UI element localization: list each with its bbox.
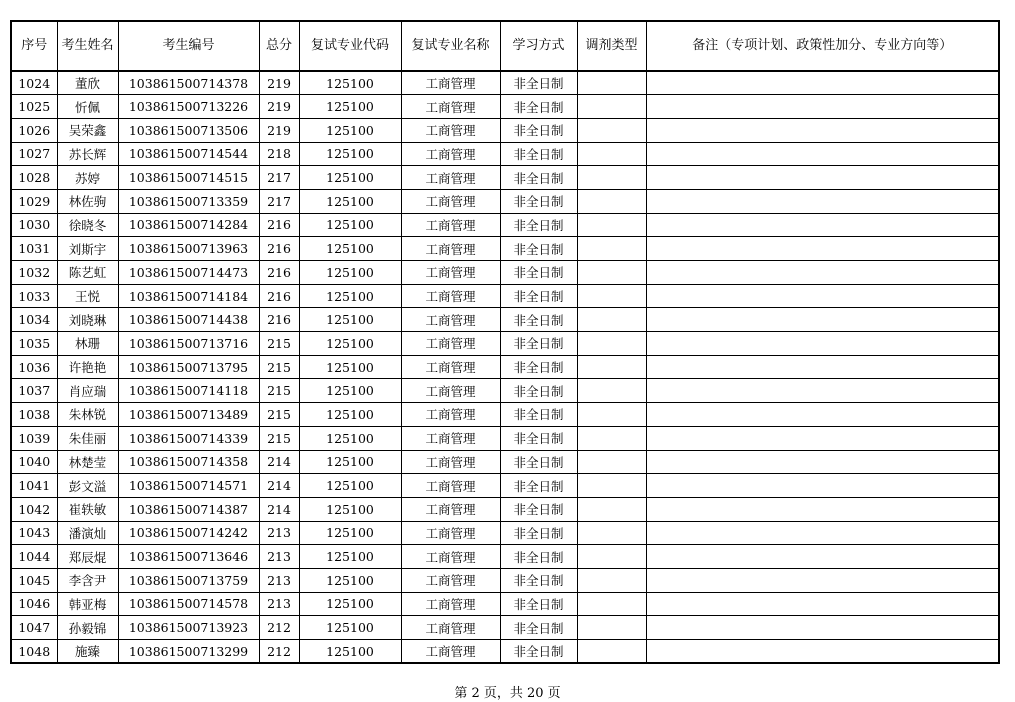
cell-name: 孙毅锦: [57, 616, 118, 640]
cell-candidate-id: 103861500713716: [118, 332, 259, 356]
cell-remarks: [646, 568, 999, 592]
cell-seq: 1046: [11, 592, 57, 616]
cell-name: 苏长辉: [57, 142, 118, 166]
cell-name: 韩亚梅: [57, 592, 118, 616]
cell-seq: 1035: [11, 332, 57, 356]
cell-study-mode: 非全日制: [500, 95, 577, 119]
cell-seq: 1042: [11, 497, 57, 521]
cell-name: 郑辰焜: [57, 545, 118, 569]
cell-total-score: 216: [259, 261, 299, 285]
cell-major-name: 工商管理: [401, 379, 500, 403]
cell-seq: 1030: [11, 213, 57, 237]
table-row: [11, 497, 999, 521]
cell-study-mode: 非全日制: [500, 166, 577, 190]
cell-major-code: 125100: [299, 545, 401, 569]
cell-remarks: [646, 355, 999, 379]
cell-study-mode: 非全日制: [500, 640, 577, 664]
cell-transfer-type: [577, 189, 646, 213]
cell-transfer-type: [577, 284, 646, 308]
cell-candidate-id: 103861500713963: [118, 237, 259, 261]
cell-major-name: 工商管理: [401, 355, 500, 379]
table-row: [11, 308, 999, 332]
cell-major-name: 工商管理: [401, 284, 500, 308]
cell-seq: 1027: [11, 142, 57, 166]
cell-total-score: 213: [259, 568, 299, 592]
cell-transfer-type: [577, 616, 646, 640]
cell-major-name: 工商管理: [401, 166, 500, 190]
cell-seq: 1045: [11, 568, 57, 592]
cell-major-name: 工商管理: [401, 640, 500, 664]
table-header-row: [11, 21, 999, 71]
cell-major-code: 125100: [299, 616, 401, 640]
cell-major-code: 125100: [299, 166, 401, 190]
table-row: [11, 142, 999, 166]
cell-remarks: [646, 95, 999, 119]
cell-candidate-id: 103861500714118: [118, 379, 259, 403]
col-header-transfer-type: 调剂类型: [577, 21, 646, 71]
cell-candidate-id: 103861500714358: [118, 450, 259, 474]
cell-major-code: 125100: [299, 142, 401, 166]
cell-major-code: 125100: [299, 284, 401, 308]
cell-remarks: [646, 521, 999, 545]
cell-candidate-id: 103861500714473: [118, 261, 259, 285]
table-row: [11, 213, 999, 237]
cell-candidate-id: 103861500713795: [118, 355, 259, 379]
cell-major-name: 工商管理: [401, 213, 500, 237]
cell-study-mode: 非全日制: [500, 308, 577, 332]
cell-remarks: [646, 189, 999, 213]
cell-major-name: 工商管理: [401, 71, 500, 95]
col-header-candidate-id: 考生编号: [118, 21, 259, 71]
cell-major-code: 125100: [299, 95, 401, 119]
cell-transfer-type: [577, 450, 646, 474]
cell-candidate-id: 103861500714578: [118, 592, 259, 616]
cell-name: 朱佳丽: [57, 426, 118, 450]
cell-total-score: 215: [259, 379, 299, 403]
cell-seq: 1044: [11, 545, 57, 569]
cell-remarks: [646, 545, 999, 569]
cell-total-score: 216: [259, 308, 299, 332]
cell-candidate-id: 103861500714544: [118, 142, 259, 166]
cell-study-mode: 非全日制: [500, 213, 577, 237]
table-row: [11, 403, 999, 427]
cell-name: 苏婷: [57, 166, 118, 190]
cell-major-name: 工商管理: [401, 450, 500, 474]
cell-major-name: 工商管理: [401, 237, 500, 261]
cell-candidate-id: 103861500714515: [118, 166, 259, 190]
col-header-major-code: 复试专业代码: [299, 21, 401, 71]
cell-study-mode: 非全日制: [500, 261, 577, 285]
table-row: [11, 71, 999, 95]
cell-study-mode: 非全日制: [500, 592, 577, 616]
cell-major-code: 125100: [299, 497, 401, 521]
cell-name: 吴荣鑫: [57, 118, 118, 142]
cell-transfer-type: [577, 261, 646, 285]
cell-major-code: 125100: [299, 403, 401, 427]
cell-seq: 1048: [11, 640, 57, 664]
table-row: [11, 616, 999, 640]
cell-total-score: 215: [259, 426, 299, 450]
cell-remarks: [646, 332, 999, 356]
cell-major-name: 工商管理: [401, 118, 500, 142]
cell-major-code: 125100: [299, 521, 401, 545]
cell-name: 董欣: [57, 71, 118, 95]
cell-name: 刘晓琳: [57, 308, 118, 332]
cell-major-code: 125100: [299, 261, 401, 285]
cell-seq: 1041: [11, 474, 57, 498]
cell-name: 林楚莹: [57, 450, 118, 474]
cell-major-code: 125100: [299, 640, 401, 664]
col-header-seq: 序号: [11, 21, 57, 71]
cell-study-mode: 非全日制: [500, 142, 577, 166]
cell-candidate-id: 103861500713759: [118, 568, 259, 592]
cell-transfer-type: [577, 521, 646, 545]
cell-name: 林佐驹: [57, 189, 118, 213]
cell-major-code: 125100: [299, 474, 401, 498]
cell-total-score: 219: [259, 71, 299, 95]
cell-seq: 1036: [11, 355, 57, 379]
cell-remarks: [646, 118, 999, 142]
cell-major-code: 125100: [299, 426, 401, 450]
cell-candidate-id: 103861500714284: [118, 213, 259, 237]
cell-major-code: 125100: [299, 189, 401, 213]
cell-major-code: 125100: [299, 213, 401, 237]
cell-major-name: 工商管理: [401, 592, 500, 616]
cell-major-name: 工商管理: [401, 545, 500, 569]
cell-candidate-id: 103861500714387: [118, 497, 259, 521]
cell-major-name: 工商管理: [401, 426, 500, 450]
cell-study-mode: 非全日制: [500, 616, 577, 640]
cell-study-mode: 非全日制: [500, 284, 577, 308]
cell-major-name: 工商管理: [401, 497, 500, 521]
cell-study-mode: 非全日制: [500, 474, 577, 498]
cell-study-mode: 非全日制: [500, 568, 577, 592]
cell-transfer-type: [577, 379, 646, 403]
cell-name: 徐晓冬: [57, 213, 118, 237]
cell-seq: 1032: [11, 261, 57, 285]
cell-name: 王悦: [57, 284, 118, 308]
cell-name: 肖应瑞: [57, 379, 118, 403]
table-row: [11, 426, 999, 450]
cell-name: 朱林锐: [57, 403, 118, 427]
table-row: [11, 237, 999, 261]
col-header-name: 考生姓名: [57, 21, 118, 71]
cell-seq: 1034: [11, 308, 57, 332]
cell-transfer-type: [577, 474, 646, 498]
cell-study-mode: 非全日制: [500, 403, 577, 427]
page-footer: [0, 682, 1015, 701]
cell-candidate-id: 103861500713226: [118, 95, 259, 119]
cell-name: 林珊: [57, 332, 118, 356]
cell-candidate-id: 103861500714571: [118, 474, 259, 498]
cell-transfer-type: [577, 237, 646, 261]
cell-major-code: 125100: [299, 568, 401, 592]
cell-major-name: 工商管理: [401, 403, 500, 427]
cell-major-code: 125100: [299, 379, 401, 403]
cell-candidate-id: 103861500714378: [118, 71, 259, 95]
cell-transfer-type: [577, 403, 646, 427]
table-row: [11, 332, 999, 356]
cell-total-score: 219: [259, 95, 299, 119]
cell-major-code: 125100: [299, 332, 401, 356]
cell-transfer-type: [577, 545, 646, 569]
cell-name: 彭文溢: [57, 474, 118, 498]
cell-remarks: [646, 497, 999, 521]
cell-remarks: [646, 474, 999, 498]
cell-transfer-type: [577, 308, 646, 332]
table-body: [11, 71, 999, 663]
cell-seq: 1025: [11, 95, 57, 119]
cell-study-mode: 非全日制: [500, 379, 577, 403]
cell-transfer-type: [577, 213, 646, 237]
cell-name: 李含尹: [57, 568, 118, 592]
cell-seq: 1024: [11, 71, 57, 95]
cell-transfer-type: [577, 568, 646, 592]
col-header-major-name: 复试专业名称: [401, 21, 500, 71]
cell-total-score: 216: [259, 213, 299, 237]
cell-seq: 1026: [11, 118, 57, 142]
cell-remarks: [646, 450, 999, 474]
cell-name: 崔轶敏: [57, 497, 118, 521]
table-row: [11, 166, 999, 190]
table-row: [11, 521, 999, 545]
cell-study-mode: 非全日制: [500, 521, 577, 545]
cell-candidate-id: 103861500713646: [118, 545, 259, 569]
cell-seq: 1029: [11, 189, 57, 213]
cell-transfer-type: [577, 142, 646, 166]
col-header-total-score: 总分: [259, 21, 299, 71]
candidate-table: [10, 20, 1000, 664]
cell-seq: 1037: [11, 379, 57, 403]
cell-total-score: 214: [259, 450, 299, 474]
table-row: [11, 450, 999, 474]
cell-total-score: 217: [259, 166, 299, 190]
cell-study-mode: 非全日制: [500, 71, 577, 95]
cell-study-mode: 非全日制: [500, 332, 577, 356]
cell-seq: 1031: [11, 237, 57, 261]
cell-major-code: 125100: [299, 355, 401, 379]
table-row: [11, 284, 999, 308]
table-row: [11, 355, 999, 379]
cell-candidate-id: 103861500714438: [118, 308, 259, 332]
cell-remarks: [646, 213, 999, 237]
cell-major-name: 工商管理: [401, 142, 500, 166]
cell-study-mode: 非全日制: [500, 497, 577, 521]
cell-transfer-type: [577, 166, 646, 190]
cell-total-score: 215: [259, 332, 299, 356]
cell-transfer-type: [577, 355, 646, 379]
cell-name: 刘斯宇: [57, 237, 118, 261]
cell-remarks: [646, 71, 999, 95]
cell-study-mode: 非全日制: [500, 355, 577, 379]
cell-seq: 1038: [11, 403, 57, 427]
cell-remarks: [646, 166, 999, 190]
cell-transfer-type: [577, 426, 646, 450]
cell-candidate-id: 103861500714242: [118, 521, 259, 545]
cell-remarks: [646, 592, 999, 616]
cell-study-mode: 非全日制: [500, 237, 577, 261]
cell-major-name: 工商管理: [401, 521, 500, 545]
cell-seq: 1028: [11, 166, 57, 190]
cell-major-code: 125100: [299, 237, 401, 261]
cell-total-score: 214: [259, 497, 299, 521]
cell-transfer-type: [577, 118, 646, 142]
cell-name: 陈艺虹: [57, 261, 118, 285]
cell-name: 施臻: [57, 640, 118, 664]
cell-major-code: 125100: [299, 118, 401, 142]
cell-total-score: 213: [259, 521, 299, 545]
cell-major-name: 工商管理: [401, 261, 500, 285]
cell-total-score: 215: [259, 355, 299, 379]
cell-total-score: 213: [259, 592, 299, 616]
cell-study-mode: 非全日制: [500, 426, 577, 450]
cell-name: 潘演灿: [57, 521, 118, 545]
table-row: [11, 379, 999, 403]
cell-candidate-id: 103861500714339: [118, 426, 259, 450]
cell-seq: 1039: [11, 426, 57, 450]
cell-remarks: [646, 261, 999, 285]
cell-study-mode: 非全日制: [500, 189, 577, 213]
cell-major-name: 工商管理: [401, 474, 500, 498]
col-header-remarks: 备注（专项计划、政策性加分、专业方向等）: [646, 21, 999, 71]
cell-candidate-id: 103861500713359: [118, 189, 259, 213]
cell-total-score: 212: [259, 640, 299, 664]
cell-total-score: 214: [259, 474, 299, 498]
cell-seq: 1043: [11, 521, 57, 545]
table-row: [11, 261, 999, 285]
cell-major-name: 工商管理: [401, 189, 500, 213]
cell-study-mode: 非全日制: [500, 545, 577, 569]
cell-major-name: 工商管理: [401, 308, 500, 332]
cell-total-score: 217: [259, 189, 299, 213]
cell-remarks: [646, 640, 999, 664]
col-header-study-mode: 学习方式: [500, 21, 577, 71]
cell-major-code: 125100: [299, 308, 401, 332]
cell-major-name: 工商管理: [401, 332, 500, 356]
cell-candidate-id: 103861500713489: [118, 403, 259, 427]
cell-major-code: 125100: [299, 450, 401, 474]
cell-remarks: [646, 284, 999, 308]
cell-total-score: 216: [259, 237, 299, 261]
cell-total-score: 215: [259, 403, 299, 427]
cell-major-code: 125100: [299, 592, 401, 616]
cell-transfer-type: [577, 592, 646, 616]
cell-remarks: [646, 379, 999, 403]
table-row: [11, 474, 999, 498]
cell-remarks: [646, 426, 999, 450]
table-row: [11, 592, 999, 616]
table-row: [11, 95, 999, 119]
cell-total-score: 219: [259, 118, 299, 142]
cell-major-name: 工商管理: [401, 616, 500, 640]
cell-candidate-id: 103861500713923: [118, 616, 259, 640]
cell-name: 忻佩: [57, 95, 118, 119]
cell-major-name: 工商管理: [401, 568, 500, 592]
page-number-text: 第 2 页，共 20 页: [454, 686, 561, 701]
table-row: [11, 640, 999, 664]
table-row: [11, 118, 999, 142]
cell-total-score: 216: [259, 284, 299, 308]
cell-transfer-type: [577, 95, 646, 119]
cell-name: 许艳艳: [57, 355, 118, 379]
cell-remarks: [646, 616, 999, 640]
cell-total-score: 218: [259, 142, 299, 166]
cell-study-mode: 非全日制: [500, 450, 577, 474]
cell-study-mode: 非全日制: [500, 118, 577, 142]
cell-candidate-id: 103861500714184: [118, 284, 259, 308]
table-row: [11, 189, 999, 213]
cell-transfer-type: [577, 640, 646, 664]
table-row: [11, 568, 999, 592]
cell-remarks: [646, 308, 999, 332]
cell-seq: 1040: [11, 450, 57, 474]
cell-total-score: 212: [259, 616, 299, 640]
cell-seq: 1047: [11, 616, 57, 640]
cell-major-code: 125100: [299, 71, 401, 95]
cell-candidate-id: 103861500713506: [118, 118, 259, 142]
table-row: [11, 545, 999, 569]
cell-candidate-id: 103861500713299: [118, 640, 259, 664]
cell-remarks: [646, 403, 999, 427]
cell-transfer-type: [577, 71, 646, 95]
cell-remarks: [646, 142, 999, 166]
cell-major-name: 工商管理: [401, 95, 500, 119]
cell-seq: 1033: [11, 284, 57, 308]
cell-transfer-type: [577, 332, 646, 356]
cell-total-score: 213: [259, 545, 299, 569]
cell-remarks: [646, 237, 999, 261]
cell-transfer-type: [577, 497, 646, 521]
